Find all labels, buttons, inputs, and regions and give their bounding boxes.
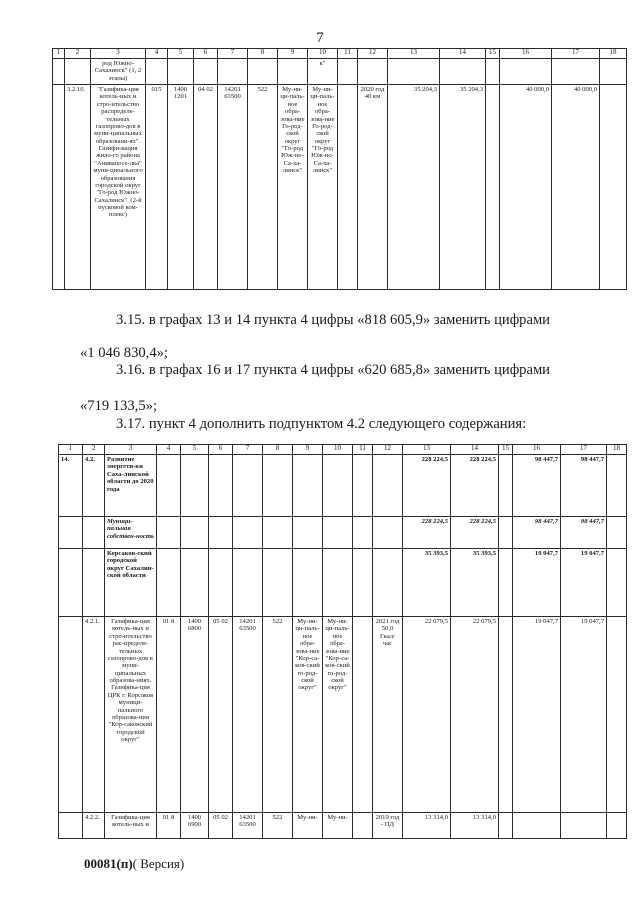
budget-table-bottom <box>58 444 627 839</box>
col-header: 4 <box>146 49 168 59</box>
cell-name: Муници-пальная собствен-ность <box>105 517 157 549</box>
cell-amount: 40 000,0 <box>500 85 552 290</box>
cell-customer: Му-ни-ци-паль-ное обра-зова-ние "Кор-са-ков-ский го-род-ской округ" <box>293 617 323 813</box>
table-header-row <box>59 445 627 455</box>
table-row <box>59 455 627 517</box>
col-header: 11 <box>353 445 373 455</box>
col-header: 6 <box>194 49 218 59</box>
cell-amount: 98 447,7 <box>513 517 561 549</box>
cell-capacity: 2019 год - ПД <box>373 813 403 839</box>
cell-amount: 228 224,5 <box>403 455 451 517</box>
cell-item-number: 3.2.10. <box>65 85 91 290</box>
col-header: 17 <box>552 49 600 59</box>
document-version: ( Версия) <box>132 856 185 871</box>
cell-amount: 35 204,3 <box>440 85 486 290</box>
cell-subitem-number: 4.2.1. <box>83 617 105 813</box>
cell-code: 1400 6800 <box>181 617 209 813</box>
col-header: 15 <box>486 49 500 59</box>
paragraph-3-15: 3.15. в графах 13 и 14 пункта 4 цифры «818 605,9» заменить цифрами <box>116 312 550 328</box>
cell-amount: 35 393,5 <box>451 549 499 617</box>
budget-table-top <box>52 48 627 290</box>
cell-code: 14201 63500 <box>233 617 263 813</box>
cell-code: 14201 63500 <box>233 813 263 839</box>
cell-amount: 228 224,5 <box>403 517 451 549</box>
cell-name: Газифика-ция котель-ных и стро-ительство рас-пределе-тельных газопрово-дов в муни-ципальных образова-ниях. Газифика-ция ЦРК г. Корсаков муници-пального образова-ния "Кор-саковский городской округ" <box>105 617 157 813</box>
cell-amount: 13 314,0 <box>451 813 499 839</box>
col-header: 10 <box>323 445 353 455</box>
cell-name: Развитие энергети-ки Саха-линской области до 2020 года <box>105 455 157 517</box>
col-header: 9 <box>278 49 308 59</box>
table-row <box>59 813 627 839</box>
cell-code: 05 02 <box>209 813 233 839</box>
cell-name: Газифика-ция котель-ных и <box>105 813 157 839</box>
cell-recipient: Му-ни- <box>323 813 353 839</box>
cell-customer: Му-ни- <box>293 813 323 839</box>
col-header: 14 <box>451 445 499 455</box>
table-row <box>59 517 627 549</box>
cell-amount: 22 079,5 <box>451 617 499 813</box>
cell-amount: 35 204,3 <box>388 85 440 290</box>
cell-amount: 98 447,7 <box>561 517 607 549</box>
col-header: 2 <box>83 445 105 455</box>
cell-amount: 98 447,7 <box>513 455 561 517</box>
col-header: 16 <box>500 49 552 59</box>
cell-code: 522 <box>263 813 293 839</box>
document-footer <box>84 856 184 872</box>
col-header: 6 <box>209 445 233 455</box>
cell-amount: 19 047,7 <box>513 617 561 813</box>
col-header: 10 <box>308 49 338 59</box>
col-header: 3 <box>91 49 146 59</box>
cell-code: 14201 63500 <box>218 85 248 290</box>
cell-code: 05 02 <box>209 617 233 813</box>
col-header: 12 <box>373 445 403 455</box>
cell-code: 01 8 <box>157 813 181 839</box>
col-header: 5 <box>168 49 194 59</box>
col-header: 14 <box>440 49 486 59</box>
table-row <box>59 549 627 617</box>
cell-code: 522 <box>263 617 293 813</box>
table-row <box>53 85 627 290</box>
table-header-row <box>53 49 627 59</box>
table-row <box>53 59 627 85</box>
cell-amount: 40 000,0 <box>552 85 600 290</box>
cell-name: "Газифика-ция котель-ных и стро-ительство распределе-тельных газопрово-дов в муни-ципальных образовани-ях". Газифи-кация жило-го района "Анивапосе-лка" муни-ципального образования городской округ "Го-род Южно-Сахалинск". (2-й пусковой ком-плекс) <box>91 85 146 290</box>
col-header: 13 <box>403 445 451 455</box>
table-row <box>59 617 627 813</box>
cell-amount: 228 224,5 <box>451 517 499 549</box>
cell-item-number: 14. <box>59 455 83 517</box>
col-header: 1 <box>53 49 65 59</box>
paragraph-3-16-cont: «719 133,5»; <box>80 398 158 414</box>
cell-code: 01 8 <box>157 617 181 813</box>
col-header: 17 <box>561 445 607 455</box>
col-header: 18 <box>600 49 627 59</box>
col-header: 7 <box>233 445 263 455</box>
cell-capacity: 2021 год 50,0 Гкал/ час <box>373 617 403 813</box>
cell-recipient: к" <box>308 59 338 85</box>
cell-subitem-number: 4.2.2. <box>83 813 105 839</box>
col-header: 1 <box>59 445 83 455</box>
cell-code: 04 02 <box>194 85 218 290</box>
cell-amount: 98 447,7 <box>561 455 607 517</box>
col-header: 13 <box>388 49 440 59</box>
cell-name: род Южно-Сахалинск" (1, 2 этапы) <box>91 59 146 85</box>
cell-name: Корсаков-ский городской округ Сахалин-ской области <box>105 549 157 617</box>
col-header: 18 <box>607 445 627 455</box>
cell-recipient: Му-ни-ци-паль-ное обра-зова-ние "Кор-са-ков-ский го-род-ской округ" <box>323 617 353 813</box>
cell-code: 522 <box>248 85 278 290</box>
col-header: 4 <box>157 445 181 455</box>
cell-capacity: 2020 год 40 км <box>358 85 388 290</box>
col-header: 3 <box>105 445 157 455</box>
col-header: 16 <box>513 445 561 455</box>
col-header: 8 <box>263 445 293 455</box>
cell-amount: 19 047,7 <box>561 617 607 813</box>
col-header: 8 <box>248 49 278 59</box>
cell-amount: 35 393,5 <box>403 549 451 617</box>
col-header: 5 <box>181 445 209 455</box>
cell-customer: Му-ни-ци-паль-ное обра-зова-ние Го-род-ской округ "Го-род Юж-но-Са-ха-линск" <box>278 85 308 290</box>
cell-amount: 22 079,5 <box>403 617 451 813</box>
col-header: 15 <box>499 445 513 455</box>
cell-amount: 19 047,7 <box>513 549 561 617</box>
col-header: 2 <box>65 49 91 59</box>
col-header: 12 <box>358 49 388 59</box>
cell-code: 1400 6900 <box>181 813 209 839</box>
page-number: 7 <box>316 30 324 46</box>
paragraph-3-17: 3.17. пункт 4 дополнить подпунктом 4.2 следующего содержания: <box>116 416 527 432</box>
cell-recipient: Му-ни-ци-паль-ное обра-зова-ние Го-род-ской округ "Го-род Юж-но-Са-ха-линск" <box>308 85 338 290</box>
cell-amount: 13 314,0 <box>403 813 451 839</box>
cell-amount: 228 224,5 <box>451 455 499 517</box>
col-header: 11 <box>338 49 358 59</box>
document-code: 00081(п) <box>84 856 133 871</box>
cell-code: 1400 1201 <box>168 85 194 290</box>
cell-code: 015 <box>146 85 168 290</box>
col-header: 7 <box>218 49 248 59</box>
cell-subitem-number: 4.2. <box>83 455 105 517</box>
cell-amount: 19 047,7 <box>561 549 607 617</box>
col-header: 9 <box>293 445 323 455</box>
paragraph-3-15-cont: «1 046 830,4»; <box>80 345 168 361</box>
paragraph-3-16: 3.16. в графах 16 и 17 пункта 4 цифры «620 685,8» заменить цифрами <box>116 362 550 378</box>
